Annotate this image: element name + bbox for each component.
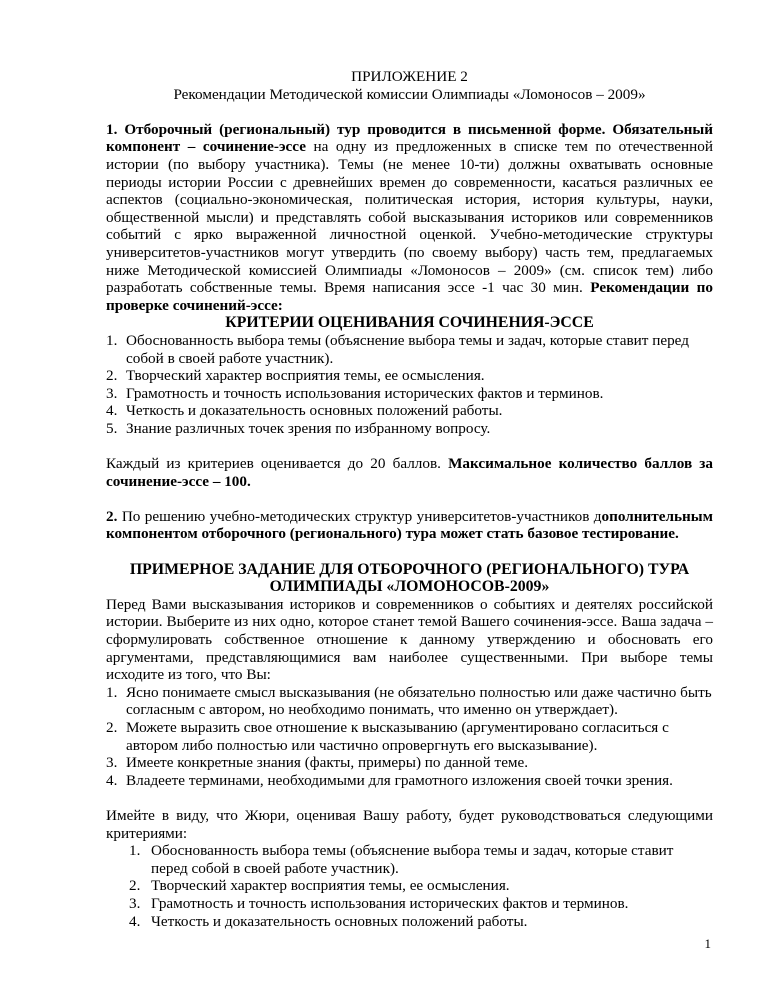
- list-item-text: Четкость и доказательность основных положений работы.: [151, 912, 528, 930]
- jury-criteria-list: [106, 842, 713, 930]
- list-item-number: 4.: [129, 912, 141, 930]
- list-item-number: 4.: [106, 771, 118, 789]
- list-item-number: 5.: [106, 419, 118, 437]
- criteria-list: [106, 332, 713, 438]
- list-item: [106, 719, 713, 754]
- list-item-number: 3.: [129, 894, 141, 912]
- list-item-text: Можете выразить свое отношение к высказыванию (аргументировано согласиться с автором либо полностью или частично опровергнуть его высказывание).: [126, 718, 669, 754]
- list-item: [106, 385, 713, 403]
- list-item: [106, 367, 713, 385]
- sample-conditions-list: [106, 684, 713, 790]
- section-1-bold-lead: Отборочный (региональный) тур проводится в письменной форме. Обязательный компонент – сочинение-эссе: [106, 120, 713, 156]
- list-item-text: Ясно понимаете смысл высказывания (не обязательно полностью или даже частично быть согласным с автором, но необходимо понимать, что именно он утверждает).: [126, 683, 712, 719]
- appendix-label: ПРИЛОЖЕНИЕ 2: [351, 68, 468, 85]
- scoring-text: Каждый из критериев оценивается до 20 баллов.: [106, 455, 441, 473]
- list-item: [106, 842, 713, 877]
- sample-intro: Перед Вами высказывания историков и современников о событиях и деятелях российской истории. Выберите из них одно, которое станет темой Вашего сочинения-эссе. Ваша задача – сформулировать собственное отношение к данному утверждению и обосновать его аргументами, представляющимися вам наиболее существенными. При выборе темы исходите из того, что Вы:: [106, 595, 713, 684]
- list-item-text: Творческий характер восприятия темы, ее осмысления.: [126, 367, 485, 385]
- section-1-number: 1.: [106, 120, 118, 138]
- list-item-text: Знание различных точек зрения по избранному вопросу.: [126, 419, 491, 437]
- sample-task-heading-line2: ОЛИМПИАДЫ «ЛОМОНОСОВ-2009»: [269, 578, 550, 596]
- document-body: [106, 68, 713, 930]
- jury-intro: Имейте в виду, что Жюри, оценивая Вашу работу, будет руководствоваться следующими критериями:: [106, 806, 713, 842]
- sample-task-heading-line1: ПРИМЕРНОЕ ЗАДАНИЕ ДЛЯ ОТБОРОЧНОГО (РЕГИОНАЛЬНОГО) ТУРА: [129, 560, 690, 578]
- list-item: [106, 772, 713, 790]
- list-item-text: Обоснованность выбора темы (объяснение выбора темы и задач, которые ставит перед собой в своей работе участник).: [151, 842, 674, 877]
- list-item: [106, 895, 713, 913]
- section-1-bold-tail: Рекомендации по проверке сочинений-эссе:: [106, 279, 714, 314]
- document-subtitle: Рекомендации Методической комиссии Олимпиады «Ломоносов – 2009»: [173, 85, 646, 103]
- criteria-heading: КРИТЕРИИ ОЦЕНИВАНИЯ СОЧИНЕНИЯ-ЭССЕ: [225, 314, 594, 332]
- list-item-text: Творческий характер восприятия темы, ее осмысления.: [151, 877, 510, 895]
- section-2-paragraph: [106, 508, 713, 543]
- list-item-number: 2.: [106, 367, 118, 385]
- list-item-text: Владеете терминами, необходимыми для грамотного изложения своей точки зрения.: [126, 771, 673, 789]
- list-item-number: 3.: [106, 384, 118, 402]
- section-1-paragraph: [106, 121, 713, 315]
- section-2-text: По решению учебно-методических структур университетов-участников д: [121, 507, 602, 525]
- list-item-number: 4.: [106, 402, 118, 420]
- list-item: [106, 877, 713, 895]
- scoring-paragraph: [106, 455, 713, 490]
- list-item-number: 3.: [106, 754, 118, 772]
- section-2-number: 2.: [106, 507, 118, 525]
- list-item-number: 1.: [106, 331, 118, 349]
- section-2-bold: ополнительным компонентом отборочного (регионального) тура может стать базовое тестирование.: [106, 507, 714, 543]
- list-item-text: Грамотность и точность использования исторических фактов и терминов.: [151, 894, 629, 912]
- list-item: [106, 420, 713, 438]
- list-item: [106, 913, 713, 931]
- list-item: [106, 402, 713, 420]
- list-item-text: Имеете конкретные знания (факты, примеры) по данной теме.: [126, 754, 529, 772]
- list-item-text: Обоснованность выбора темы (объяснение выбора темы и задач, которые ставит перед собой в своей работе участник).: [126, 331, 689, 367]
- list-item-number: 2.: [106, 718, 118, 736]
- section-1-body: на одну из предложенных в списке тем по отечественной истории (по выбору участника). Темы (не менее 10-ти) должны охватывать основные периоды истории России с древнейших времен до современности, касаться различных ее аспектов (социально-экономическая, политическая история, история культуры, науки, общественной мысли) и представлять собой высказывания историков или современников событий с ярко выраженной личностной оценкой. Учебно-методические структуры университетов-участников могут утвердить (по своему выбору) часть тем, предлагаемых ниже Методической комиссией Олимпиады «Ломоносов – 2009» (см. список тем) либо разработать собственные темы. Время написания эссе -1 час 30 мин.: [106, 138, 713, 297]
- list-item-number: 1.: [129, 842, 141, 860]
- list-item-text: Грамотность и точность использования исторических фактов и терминов.: [126, 384, 604, 402]
- list-item: [106, 754, 713, 772]
- page-number: 1: [704, 936, 711, 951]
- list-item-text: Четкость и доказательность основных положений работы.: [126, 402, 503, 420]
- list-item-number: 1.: [106, 683, 118, 701]
- list-item: [106, 684, 713, 719]
- scoring-max: Максимальное количество баллов за сочинение-эссе – 100.: [106, 455, 714, 490]
- list-item-number: 2.: [129, 877, 141, 895]
- list-item: [106, 332, 713, 367]
